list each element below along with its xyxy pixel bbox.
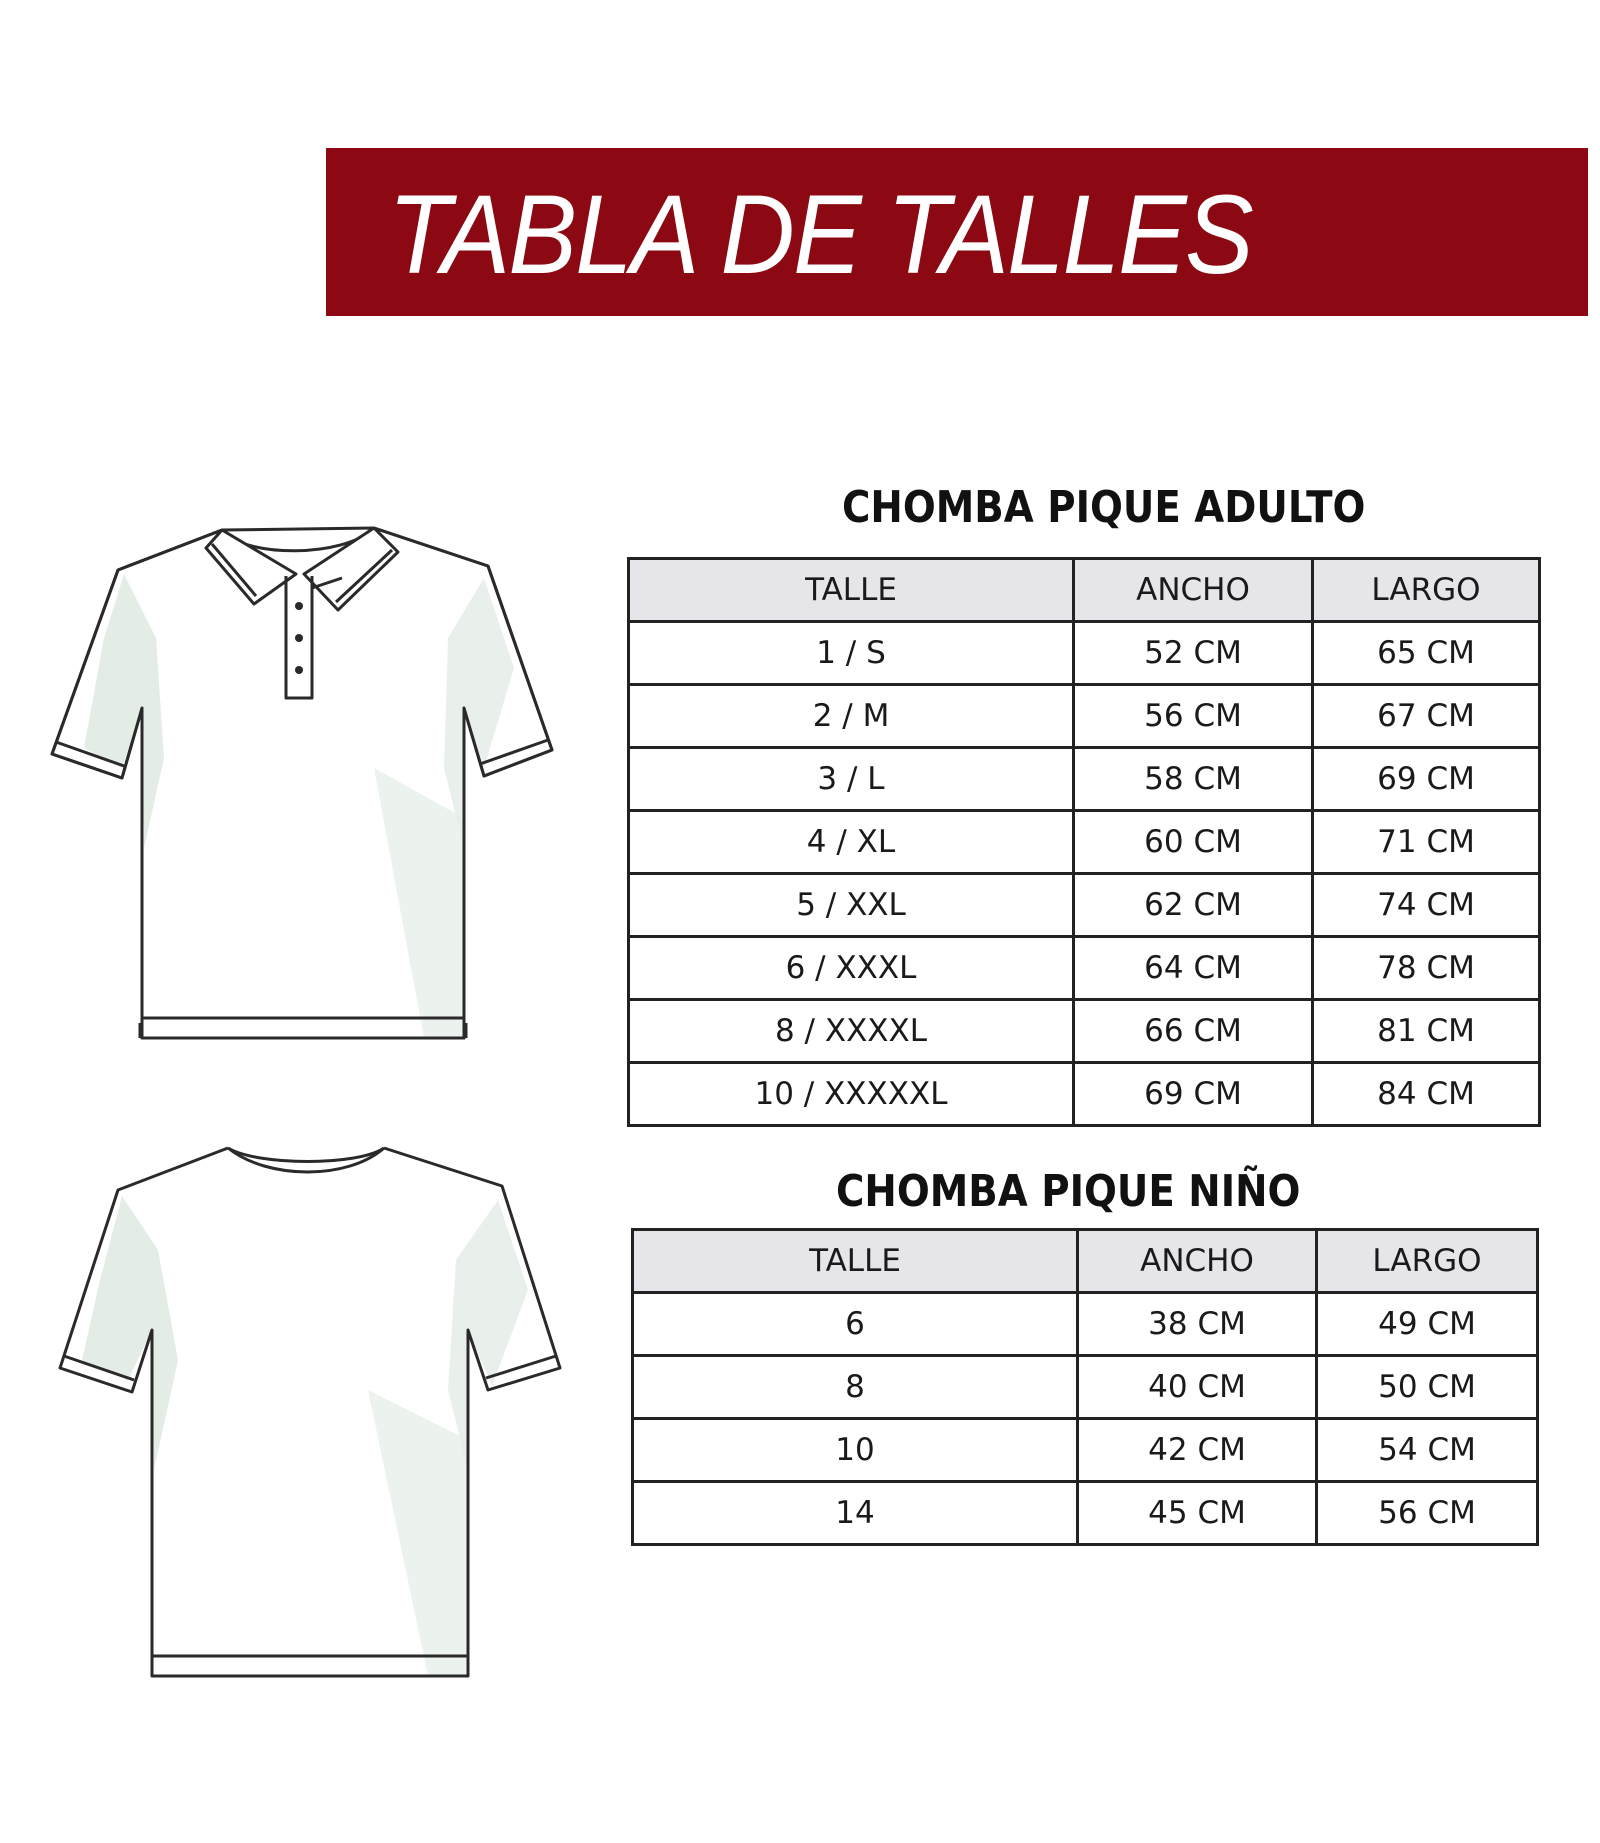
- cell-ancho: 66 CM: [1074, 1000, 1313, 1063]
- cell-talle: 6 / XXXL: [629, 937, 1074, 1000]
- table-row: [629, 1000, 1540, 1063]
- header-largo: LARGO: [1317, 1230, 1538, 1293]
- header-ancho: ANCHO: [1074, 559, 1313, 622]
- adult-table-title: CHOMBA PIQUE ADULTO: [842, 482, 1366, 533]
- table-row: [629, 1063, 1540, 1126]
- cell-ancho: 64 CM: [1074, 937, 1313, 1000]
- cell-largo: 81 CM: [1313, 1000, 1540, 1063]
- table-row: [629, 685, 1540, 748]
- cell-largo: 56 CM: [1317, 1482, 1538, 1545]
- cell-largo: 54 CM: [1317, 1419, 1538, 1482]
- cell-talle: 4 / XL: [629, 811, 1074, 874]
- cell-ancho: 56 CM: [1074, 685, 1313, 748]
- table-row: [633, 1356, 1538, 1419]
- cell-ancho: 58 CM: [1074, 748, 1313, 811]
- cell-talle: 8: [633, 1356, 1078, 1419]
- title-banner: [326, 148, 1588, 316]
- cell-talle: 5 / XXL: [629, 874, 1074, 937]
- cell-largo: 65 CM: [1313, 622, 1540, 685]
- cell-ancho: 42 CM: [1078, 1419, 1317, 1482]
- cell-largo: 78 CM: [1313, 937, 1540, 1000]
- cell-talle: 6: [633, 1293, 1078, 1356]
- cell-ancho: 60 CM: [1074, 811, 1313, 874]
- table-header-row: [633, 1230, 1538, 1293]
- cell-ancho: 45 CM: [1078, 1482, 1317, 1545]
- kid-size-table: [631, 1228, 1539, 1546]
- polo-shirt-front-icon: [44, 518, 564, 1083]
- cell-talle: 10 / XXXXXL: [629, 1063, 1074, 1126]
- header-talle: TALLE: [629, 559, 1074, 622]
- cell-talle: 3 / L: [629, 748, 1074, 811]
- cell-talle: 14: [633, 1482, 1078, 1545]
- header-largo: LARGO: [1313, 559, 1540, 622]
- cell-largo: 67 CM: [1313, 685, 1540, 748]
- cell-talle: 1 / S: [629, 622, 1074, 685]
- cell-ancho: 38 CM: [1078, 1293, 1317, 1356]
- cell-ancho: 52 CM: [1074, 622, 1313, 685]
- table-row: [629, 874, 1540, 937]
- cell-largo: 71 CM: [1313, 811, 1540, 874]
- cell-talle: 8 / XXXXL: [629, 1000, 1074, 1063]
- table-row: [629, 622, 1540, 685]
- adult-size-table: [627, 557, 1541, 1127]
- table-row: [629, 811, 1540, 874]
- cell-largo: 50 CM: [1317, 1356, 1538, 1419]
- cell-ancho: 62 CM: [1074, 874, 1313, 937]
- cell-largo: 49 CM: [1317, 1293, 1538, 1356]
- cell-ancho: 69 CM: [1074, 1063, 1313, 1126]
- cell-talle: 2 / M: [629, 685, 1074, 748]
- cell-largo: 69 CM: [1313, 748, 1540, 811]
- cell-ancho: 40 CM: [1078, 1356, 1317, 1419]
- polo-shirt-back-icon: [58, 1140, 568, 1700]
- table-row: [629, 748, 1540, 811]
- page-title: TABLA DE TALLES: [388, 172, 1252, 297]
- table-row: [633, 1482, 1538, 1545]
- cell-talle: 10: [633, 1419, 1078, 1482]
- cell-largo: 84 CM: [1313, 1063, 1540, 1126]
- table-header-row: [629, 559, 1540, 622]
- table-row: [629, 937, 1540, 1000]
- header-talle: TALLE: [633, 1230, 1078, 1293]
- cell-largo: 74 CM: [1313, 874, 1540, 937]
- header-ancho: ANCHO: [1078, 1230, 1317, 1293]
- table-row: [633, 1419, 1538, 1482]
- kid-table-title: CHOMBA PIQUE NIÑO: [836, 1166, 1301, 1217]
- table-row: [633, 1293, 1538, 1356]
